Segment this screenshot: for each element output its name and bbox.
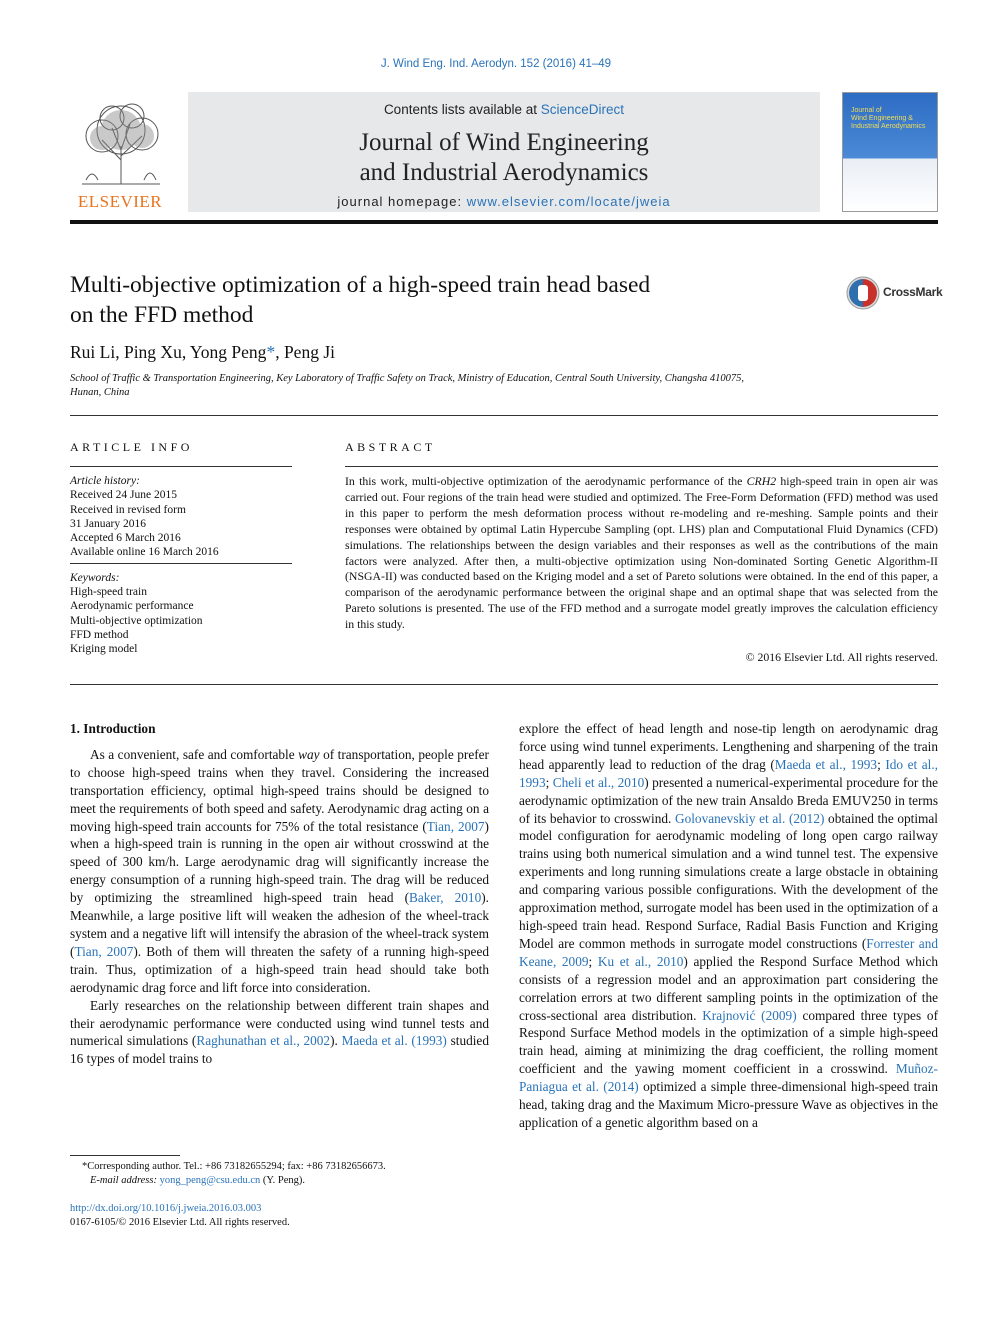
journal-header xyxy=(70,92,938,212)
homepage-link[interactable]: www.elsevier.com/locate/jweia xyxy=(466,194,671,209)
abstract-italic-term: CRH2 xyxy=(746,474,777,488)
intro-paragraph-1 xyxy=(70,746,489,997)
doi-link[interactable]: http://dx.doi.org/10.1016/j.jweia.2016.03.003 xyxy=(70,1203,262,1214)
journal-title xyxy=(188,128,820,188)
citation-link[interactable]: Ido et al., 1993 xyxy=(519,756,939,790)
affiliation-line-1: School of Traffic & Transportation Engineering, Key Laboratory of Traffic Safety on Track, Ministry of Education, Central South University, Changsha 410075, xyxy=(70,373,745,384)
abstract-text xyxy=(345,474,938,633)
text-run: Early researches on the relationship between different train shapes and their aerodynamic performance were conducted using wind tunnel tests and numerical simulations ( xyxy=(70,997,489,1049)
intro-paragraph-2 xyxy=(70,997,489,1069)
italic-text-run: way xyxy=(298,746,320,762)
authors-part-1: Rui Li, Ping Xu, Yong Peng xyxy=(70,342,267,362)
history-label: Article history: xyxy=(70,475,140,487)
text-run: of transportation, people prefer to choose high-speed trains when they travel. Considering the increased transportation efficiency, optimal high-speed trains should be designed to meet the requirements of both speed and safety. Aerodynamic drag acting on a moving high-speed train accounts for 75% of the total resistance ( xyxy=(70,746,489,834)
citation-link[interactable]: Tian, 2007 xyxy=(74,943,134,959)
history-item: Accepted 6 March 2016 xyxy=(70,532,181,545)
abstract-copyright: © 2016 Elsevier Ltd. All rights reserved. xyxy=(745,650,938,664)
keyword-item: Kriging model xyxy=(70,643,138,656)
abstract-rule-top xyxy=(345,466,938,467)
journal-banner xyxy=(188,92,820,212)
text-run: explore the effect of head length and nose-tip length on aerodynamic drag force using wind tunnel experiments. Lengthening and sharpening of the train head apparently lead to reduction of the drag ( xyxy=(519,721,938,772)
text-run: ) when a high-speed train is running in the open air without crosswind at the speed of 300 km/h. Large aerodynamic drag will significantly increase the energy consumption of a running high-speed train. The drag will be reduced by optimizing the streamlined high-speed train head ( xyxy=(70,818,489,906)
journal-homepage xyxy=(188,194,820,209)
text-run: compared three types of Respond Surface Method models in the optimization of a simple high-speed train head, aiming at minimizing the drag coefficient, the rolling moment coefficient and the yawing moment coefficient in a crosswind. xyxy=(519,1007,938,1077)
citation-link[interactable]: Maeda et al. (1993) xyxy=(341,1033,447,1049)
history-item: Received in revised form xyxy=(70,503,186,516)
text-run: As a convenient, safe and comfortable xyxy=(90,746,299,762)
crossmark-label: CrossMark xyxy=(883,285,943,299)
citation-link[interactable]: Maeda et al., 1993 xyxy=(774,756,878,772)
body-column-right xyxy=(519,720,938,1132)
crossmark-icon xyxy=(845,275,881,311)
article-info xyxy=(70,474,292,657)
keywords-label: Keywords: xyxy=(70,571,120,584)
abstract-divider xyxy=(70,684,938,685)
homepage-prefix: journal homepage: xyxy=(337,194,467,209)
email-line xyxy=(70,1174,489,1188)
affiliation-divider xyxy=(70,415,938,416)
history-item: 31 January 2016 xyxy=(70,517,147,530)
article-info-rule-middle xyxy=(70,563,292,564)
text-run: ). Meanwhile, a large positive lift will weaken the adhesion of the wheel-track system and a negative lift will intensify the abrasion of the wheel-track system ( xyxy=(70,890,489,959)
corresponding-author-note xyxy=(70,1160,489,1174)
history-item: Received 24 June 2015 xyxy=(70,489,177,502)
citation-link[interactable]: Muñoz-Paniagua et al. (2014) xyxy=(519,1061,938,1095)
affiliation xyxy=(70,372,850,400)
keyword-item: Multi-objective optimization xyxy=(70,614,203,627)
text-run: studied 16 types of model trains to xyxy=(70,1033,489,1067)
citation-link[interactable]: Forrester and Keane, 2009 xyxy=(519,935,938,969)
corresponding-author-contact: Corresponding author. Tel.: +86 73182655294; fax: +86 73182656673. xyxy=(87,1161,386,1172)
email-suffix: (Y. Peng). xyxy=(260,1175,305,1186)
citation-link[interactable]: Tian, 2007 xyxy=(426,818,485,834)
citation-link[interactable]: Cheli et al., 2010 xyxy=(552,774,645,790)
journal-cover-thumbnail[interactable] xyxy=(842,92,938,212)
cover-title-line-2: Wind Engineering & xyxy=(851,115,913,122)
cover-title-line-3: Industrial Aerodynamics xyxy=(851,123,926,130)
header-divider xyxy=(70,220,938,224)
keyword-item: Aerodynamic performance xyxy=(70,600,194,613)
article-info-heading: ARTICLE INFO xyxy=(70,440,193,454)
cover-title xyxy=(851,107,925,131)
contents-prefix: Contents lists available at xyxy=(383,102,541,117)
paper-title xyxy=(70,270,790,330)
abstract-part-1: In this work, multi-objective optimization of the aerodynamic performance of the xyxy=(345,474,747,488)
journal-title-line-2: and Industrial Aerodynamics xyxy=(359,159,649,186)
abstract-heading: ABSTRACT xyxy=(345,440,436,454)
text-run: ) applied the Respond Surface Method which consists of a regression model and an approximation part considering the correlation errors at two different sampling points in the optimization of the cross-sectional area distribution. xyxy=(519,953,938,1023)
journal-citation[interactable]: J. Wind Eng. Ind. Aerodyn. 152 (2016) 41–49 xyxy=(380,58,612,70)
footnote xyxy=(70,1160,489,1188)
author-list xyxy=(70,342,335,363)
intro-paragraph-continued xyxy=(519,720,938,1132)
text-run: ). Both of them will threaten the safety of a running high-speed train. Thus, optimization of a high-speed train head should take both aerodynamic drag force and lift force into consideration. xyxy=(70,943,489,995)
sciencedirect-link[interactable]: ScienceDirect xyxy=(540,102,625,117)
paper-title-line-1: Multi-objective optimization of a high-speed train head based xyxy=(70,272,651,298)
issn-line: 0167-6105/© 2016 Elsevier Ltd. All rights reserved. xyxy=(70,1217,290,1228)
article-info-rule-top xyxy=(70,466,292,467)
citation-link[interactable]: Baker, 2010 xyxy=(409,890,482,906)
crossmark-badge[interactable] xyxy=(845,275,945,311)
affiliation-line-2: Hunan, China xyxy=(70,387,130,398)
history-item: Available online 16 March 2016 xyxy=(70,546,219,559)
citation-link[interactable]: Raghunathan et al., 2002 xyxy=(196,1033,331,1049)
citation-link[interactable]: Golovanevskiy et al. (2012) xyxy=(674,810,825,826)
journal-title-line-1: Journal of Wind Engineering xyxy=(359,129,649,156)
corresponding-author-star[interactable]: * xyxy=(266,342,276,362)
elsevier-tree-icon xyxy=(72,100,170,186)
footnote-rule xyxy=(70,1155,180,1156)
text-run: ). xyxy=(330,1033,342,1049)
text-run: optimized a simple three-dimensional high-speed train head, taking drag and the Maximum Micro-pressure Wave as objectives in the application of a genetic algorithm based on a xyxy=(519,1079,939,1130)
text-run: ; xyxy=(588,953,598,969)
authors-part-2: , Peng Ji xyxy=(275,342,335,362)
text-run: obtained the optimal model configuration for aerodynamic modeling of long open cargo railway trains using both numerical simulation and a wind tunnel test. The expensive experiments and long running simulations create a large obstacle in obtaining and comparing various possible configurations. With the development of the approximation method, surrogate model has been used in the optimization of a high-speed train head. Respond Surface, Radial Basis Function and Kriging Model are common methods in surrogate model constructions ( xyxy=(519,810,938,951)
section-heading-introduction: 1. Introduction xyxy=(70,721,156,736)
email-link[interactable]: yong_peng@csu.edu.cn xyxy=(159,1175,261,1186)
cover-title-line-1: Journal of xyxy=(851,107,882,114)
citation-link[interactable]: Krajnović (2009) xyxy=(702,1007,797,1023)
elsevier-logo xyxy=(70,92,190,212)
email-label: E-mail address: xyxy=(90,1175,160,1186)
keyword-item: FFD method xyxy=(70,628,129,641)
publication-info xyxy=(70,1202,489,1230)
text-run: ; xyxy=(545,774,553,790)
paper-title-line-2: on the FFD method xyxy=(70,302,254,328)
body-column-left xyxy=(70,720,489,1068)
citation-link[interactable]: Ku et al., 2010 xyxy=(597,953,684,969)
contents-line xyxy=(188,102,820,117)
elsevier-wordmark: ELSEVIER xyxy=(77,192,163,211)
abstract-part-2: high-speed train in open air was carried out. Four regions of the train head were studied and optimized. The Free-Form Deformation (FFD) method was used in this paper to perform the mesh deformation process without re-modeling and re-meshing. Sample points and their responses were obtained by optimal Latin Hypercube Sampling (opt. LHS) plan and Computational Fluid Dynamics (CFD) simulations. The relationships between the design variables and their responses as well as the contributions of the main factors were analyzed. After then, a multi-objective optimization using Non-dominated Sorting Genetic Algorithm-II (NSGA-II) was conducted based on the Kriging model and a set of Pareto solutions were obtained. In the end of this paper, a comparison of the aerodynamic performance between the original shape and an optimal shape that was selected from the Pareto solutions is presented. The use of the FFD method and a surrogate model greatly improves the calculation efficiency in this study. xyxy=(345,474,938,632)
footnote-star: * xyxy=(82,1161,88,1172)
text-run: ) presented a numerical-experimental procedure for the aerodynamic optimization of the new train Ansaldo Breda EMUV250 in terms of its behavior to crosswind. xyxy=(519,774,938,826)
text-run: ; xyxy=(877,756,886,772)
keyword-item: High-speed train xyxy=(70,586,147,599)
